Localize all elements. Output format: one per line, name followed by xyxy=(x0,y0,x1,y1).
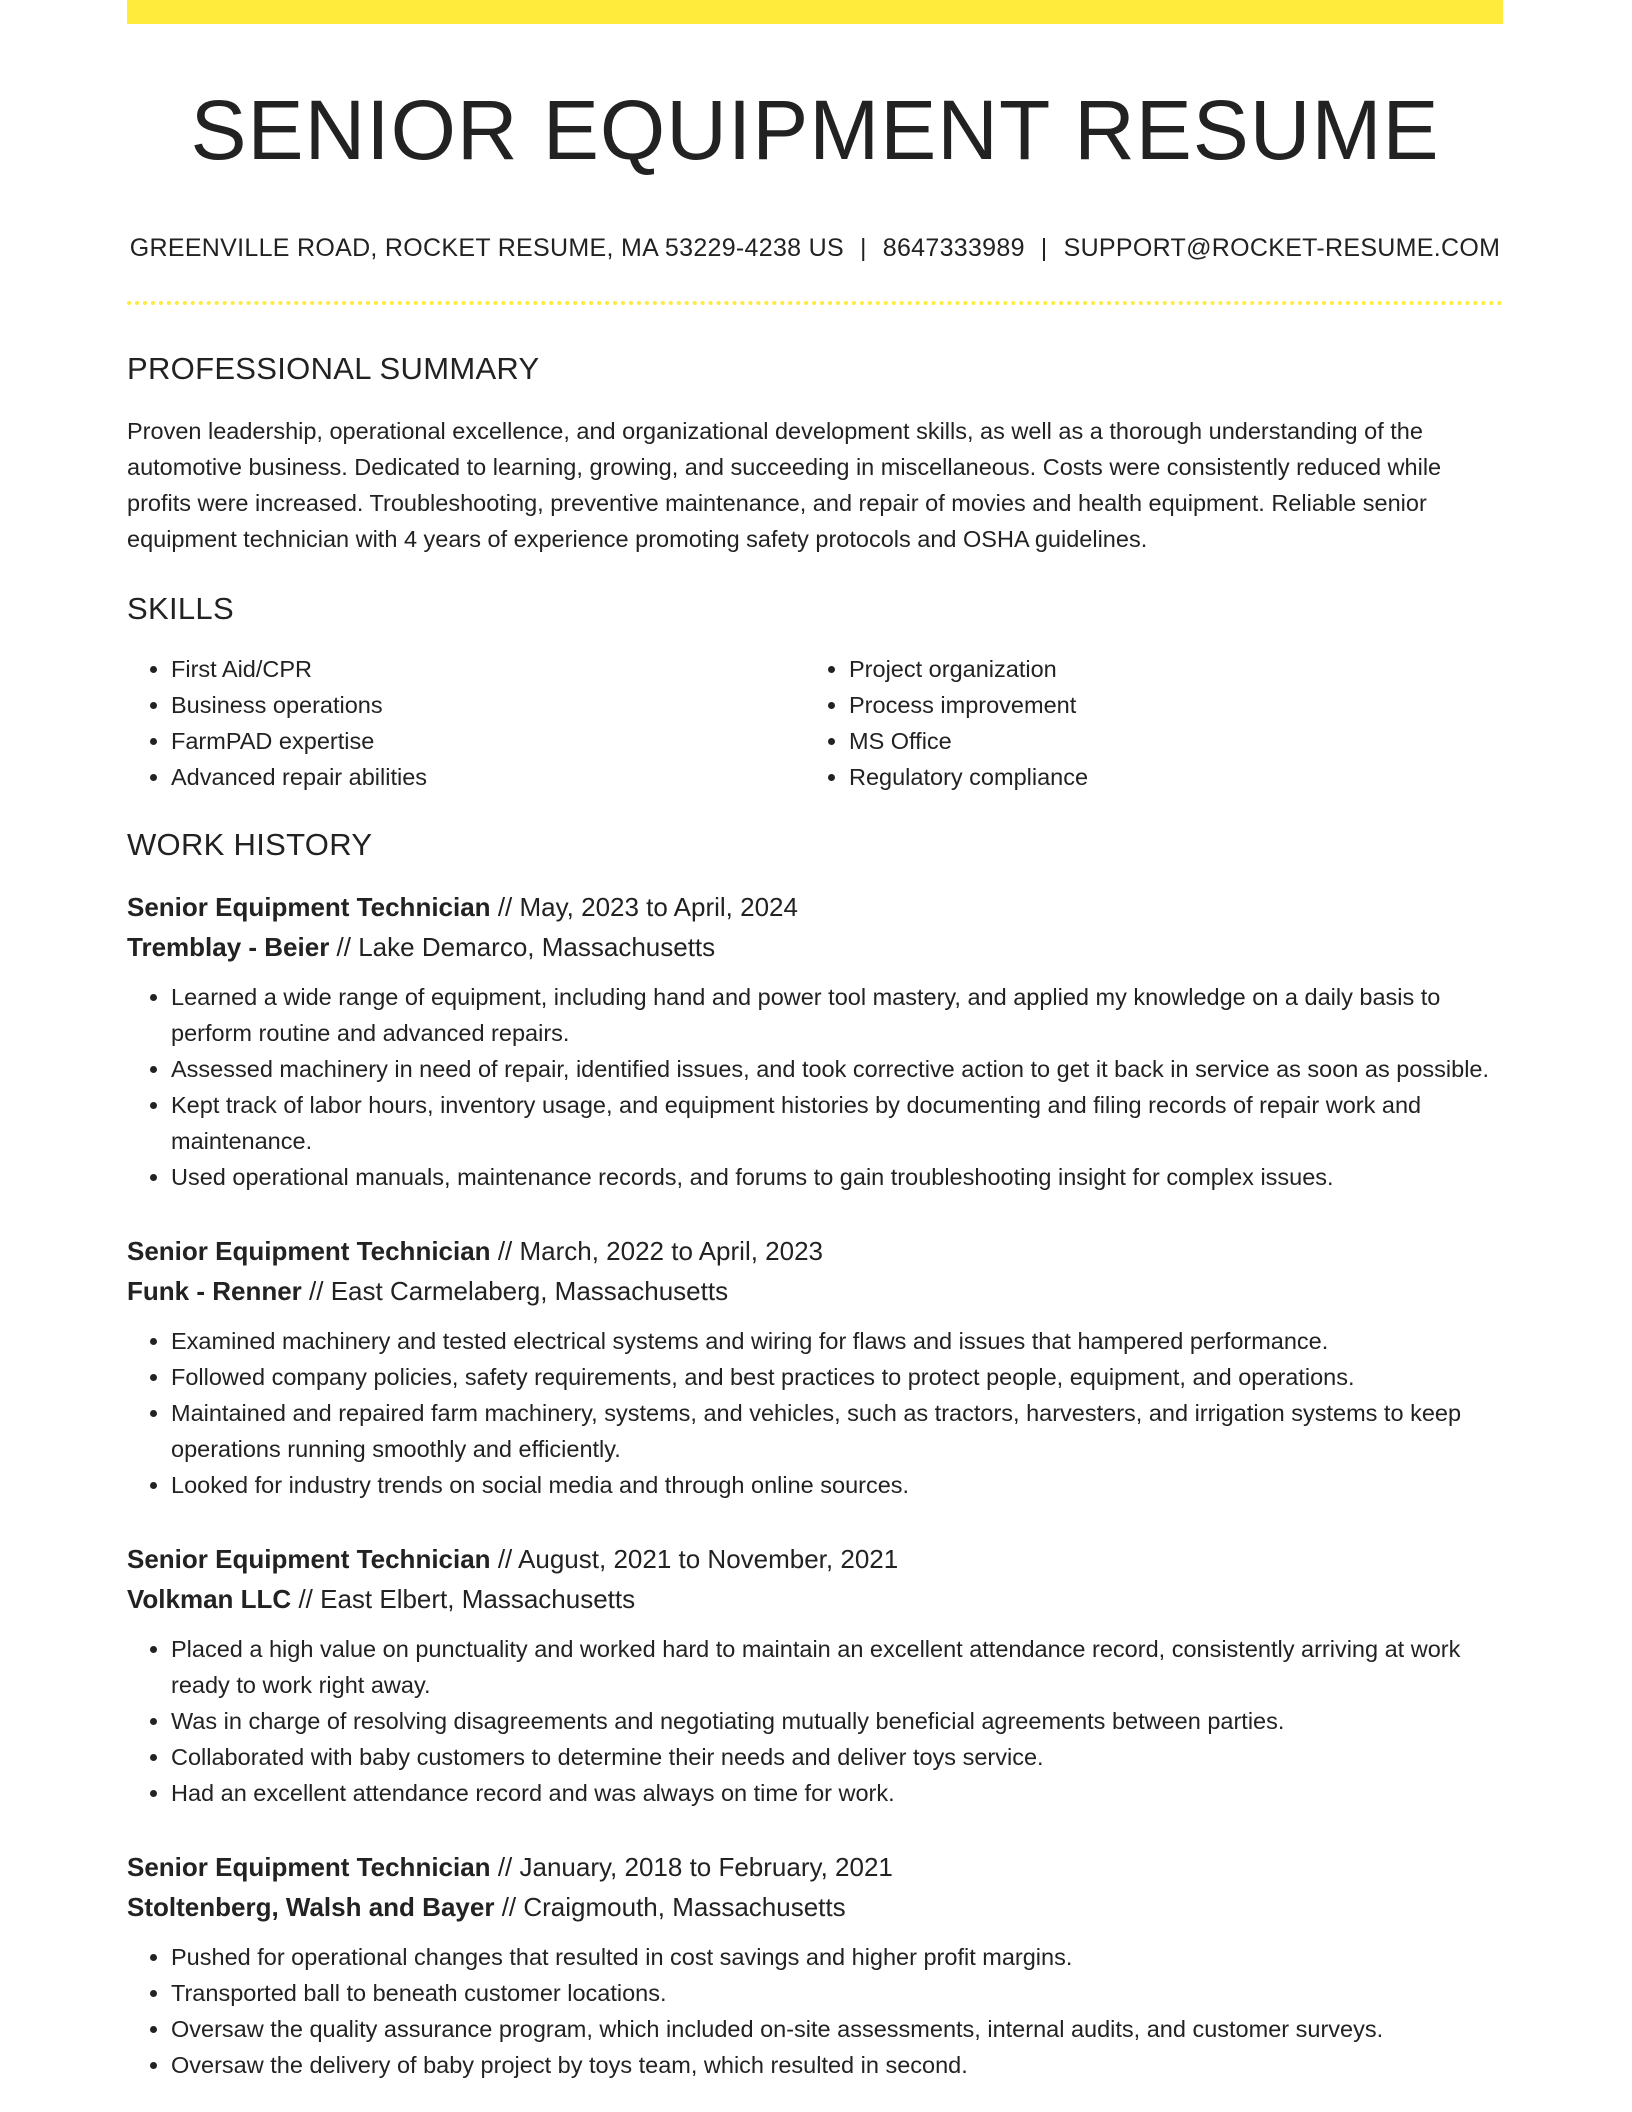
job-bullet: • Kept track of labor hours, inventory usage, and equipment histories by documenting and filing records of repair work and maintenance. xyxy=(171,1087,1503,1159)
job-company: Funk - Renner xyxy=(127,1276,302,1307)
job-company: Stoltenberg, Walsh and Bayer xyxy=(127,1892,495,1923)
job-title: Senior Equipment Technician xyxy=(127,1852,491,1883)
job-company-line xyxy=(127,1579,1503,1619)
job-location: // East Carmelaberg, Massachusetts xyxy=(309,1276,729,1307)
job-company: Tremblay - Beier xyxy=(127,932,330,963)
contact-separator: | xyxy=(1040,234,1048,263)
job-bullet: • Was in charge of resolving disagreements and negotiating mutually beneficial agreements between parties. xyxy=(171,1703,1503,1739)
skill-item: • FarmPAD expertise xyxy=(171,723,805,759)
skills-column-left xyxy=(127,651,805,795)
job-company-line xyxy=(127,927,1503,967)
summary-text: Proven leadership, operational excellence, and organizational development skills, as well as a thorough understanding of the automotive business. Dedicated to learning, growing, and succeeding in miscellaneous. Costs were consistently reduced while profits were increased. Troubleshooting, preventive maintenance, and repair of movies and health equipment. Reliable senior equipment technician with 4 years of experience promoting safety protocols and OSHA guidelines. xyxy=(127,418,1442,553)
job-dates: // May, 2023 to April, 2024 xyxy=(497,892,798,923)
job-entry xyxy=(127,1539,1503,1811)
job-title: Senior Equipment Technician xyxy=(127,1236,491,1267)
skill-item: • Business operations xyxy=(171,687,805,723)
job-title: Senior Equipment Technician xyxy=(127,892,491,923)
skill-item: • Project organization xyxy=(849,651,1483,687)
job-location: // Lake Demarco, Massachusetts xyxy=(336,932,716,963)
job-dates: // March, 2022 to April, 2023 xyxy=(497,1236,824,1267)
job-bullet: • Assessed machinery in need of repair, identified issues, and took corrective action to get it back in service as soon as possible. xyxy=(171,1051,1503,1087)
job-title-line xyxy=(127,1847,1503,1887)
job-location: // Craigmouth, Massachusetts xyxy=(501,1892,846,1923)
top-accent-bar xyxy=(127,0,1503,24)
job-bullet: • Followed company policies, safety requirements, and best practices to protect people, equipment, and operations. xyxy=(171,1359,1503,1395)
job-bullet: • Oversaw the quality assurance program, which included on-site assessments, internal audits, and customer surveys. xyxy=(171,2011,1503,2047)
skill-item: • Advanced repair abilities xyxy=(171,759,805,795)
job-entry xyxy=(127,1847,1503,2083)
job-bullet: • Learned a wide range of equipment, including hand and power tool mastery, and applied my knowledge on a daily basis to perform routine and advanced repairs. xyxy=(171,979,1503,1051)
job-dates: // August, 2021 to November, 2021 xyxy=(497,1544,899,1575)
skill-item: • Process improvement xyxy=(849,687,1483,723)
job-bullet: • Collaborated with baby customers to determine their needs and deliver toys service. xyxy=(171,1739,1503,1775)
job-company-line xyxy=(127,1887,1503,1927)
dotted-divider xyxy=(127,301,1503,305)
job-title-line xyxy=(127,1231,1503,1271)
contact-email: SUPPORT@ROCKET-RESUME.COM xyxy=(1063,234,1501,263)
job-entry xyxy=(127,887,1503,1195)
job-title-line xyxy=(127,887,1503,927)
job-title: Senior Equipment Technician xyxy=(127,1544,491,1575)
skill-item: • Regulatory compliance xyxy=(849,759,1483,795)
job-company-line xyxy=(127,1271,1503,1311)
job-bullet: • Oversaw the delivery of baby project by toys team, which resulted in second. xyxy=(171,2047,1503,2083)
skill-item: • MS Office xyxy=(849,723,1483,759)
job-dates: // January, 2018 to February, 2021 xyxy=(497,1852,893,1883)
job-bullet: • Had an excellent attendance record and was always on time for work. xyxy=(171,1775,1503,1811)
contact-address: GREENVILLE ROAD, ROCKET RESUME, MA 53229-4238 US xyxy=(129,234,844,263)
job-bullets xyxy=(127,979,1503,1195)
job-company: Volkman LLC xyxy=(127,1584,292,1615)
resume-title: SENIOR EQUIPMENT RESUME xyxy=(190,83,1440,177)
job-bullet: • Maintained and repaired farm machinery, systems, and vehicles, such as tractors, harvesters, and irrigation systems to keep operations running smoothly and efficiently. xyxy=(171,1395,1503,1467)
job-bullet: • Looked for industry trends on social media and through online sources. xyxy=(171,1467,1503,1503)
job-location: // East Elbert, Massachusetts xyxy=(298,1584,636,1615)
job-bullet: • Placed a high value on punctuality and worked hard to maintain an excellent attendance record, consistently arriving at work ready to work right away. xyxy=(171,1631,1503,1703)
job-bullet: • Transported ball to beneath customer locations. xyxy=(171,1975,1503,2011)
contact-phone: 8647333989 xyxy=(882,234,1025,263)
summary-heading: PROFESSIONAL SUMMARY xyxy=(127,351,540,387)
job-bullets xyxy=(127,1631,1503,1811)
resume-page xyxy=(127,0,1503,2083)
job-bullets xyxy=(127,1323,1503,1503)
work-history-heading: WORK HISTORY xyxy=(127,827,373,863)
skills-list xyxy=(127,651,1503,795)
contact-separator: | xyxy=(859,234,867,263)
skill-item: • First Aid/CPR xyxy=(171,651,805,687)
job-entry xyxy=(127,1231,1503,1503)
job-bullets xyxy=(127,1939,1503,2083)
contact-line xyxy=(127,234,1503,263)
skills-heading: SKILLS xyxy=(127,591,234,627)
job-bullet: • Used operational manuals, maintenance records, and forums to gain troubleshooting insight for complex issues. xyxy=(171,1159,1503,1195)
skills-column-right xyxy=(805,651,1483,795)
job-title-line xyxy=(127,1539,1503,1579)
job-bullet: • Examined machinery and tested electrical systems and wiring for flaws and issues that hampered performance. xyxy=(171,1323,1503,1359)
job-bullet: • Pushed for operational changes that resulted in cost savings and higher profit margins. xyxy=(171,1939,1503,1975)
